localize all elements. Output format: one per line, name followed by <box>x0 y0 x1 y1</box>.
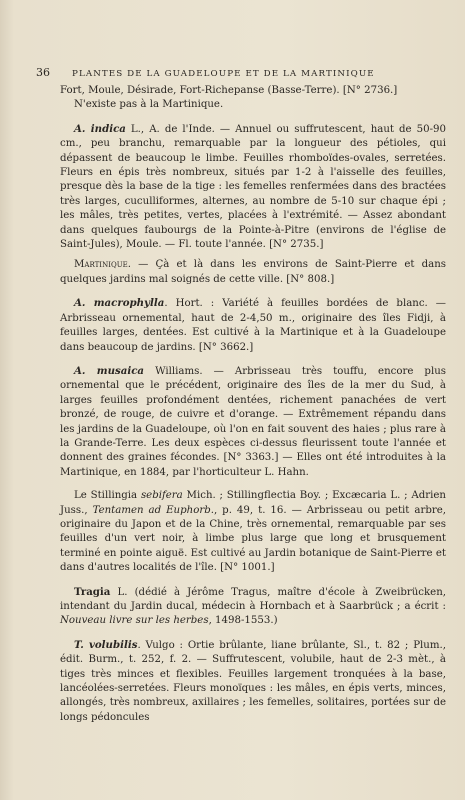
stillingia-d: Tentamen ad Euphorb. <box>92 504 214 516</box>
genus-name: Tragia <box>74 585 111 598</box>
entry-text-end: , 1498-1553.) <box>208 615 278 627</box>
entry-text: L., A. de l'Inde. — Annuel ou suffrutescent, haut de 50-90 cm., peu branchu, remarquable par la longueur des pétioles, qui dépassent de beaucoup le limbe. Feuilles rhomboïdes-ovales, serretées. Fleurs en épis très nombreux, situés par 1-2 à l'aisselle des feuilles, presque dès la base de la tige : les femelles renfermées dans des bractées très larges, cuculliformes, alternes, au nombre de 5-10 sur chaque épi ; les mâles, très petites, vertes, placées à l'extrémité. — Assez abondant dans quelques faubourgs de la Pointe-à-Pitre (environs de l'église de Saint-Jules), Moule. — Fl. toute l'année. [N° 2735.] <box>60 123 446 251</box>
species-name: A. musaica <box>74 364 145 377</box>
entry-text: L. (dédié à Jérôme Tragus, maître d'école à Zweibrücken, intendant du Jardin ducal, médecin à Hornbach et à Saarbrück ; a écrit : <box>60 586 446 612</box>
page-body <box>60 84 446 725</box>
entry-text: . Vulgo : Ortie brûlante, liane brûlante, Sl., t. 82 ; Plum., édit. Burm., t. 252, f. 2. — Suffrutescent, volubile, haut de 2-3 mèt., à tiges très minces et flexibles. Feuilles largement tronquées à la base, lancéolées-serretées. Fleurs monoïques : les mâles, en épis verts, minces, allongés, très nombreux, axillaires ; les femelles, solitaires, portées sur de longs pédoncules <box>60 639 447 723</box>
stillingia-e: , p. 49, t. 16. — Arbrisseau ou petit arbre, originaire du Japon et de la Chine, très ornemental, remarquable par ses feuilles d'un vert noir, à limbe plus large que long et brusquement terminé en pointe aiguë. Est cultivé au Jardin botanique de Saint-Pierre et dans d'autres localités de l'île. [N° 1001.] <box>60 504 446 574</box>
entry-tragia <box>60 585 446 629</box>
entry-martinique <box>60 258 446 287</box>
entry-text: — Çà et là dans les environs de Saint-Pierre et dans quelques jardins mal soignés de cette ville. [N° 808.] <box>60 259 446 285</box>
continuation-note: N'existe pas à la Martinique. <box>74 99 224 111</box>
species-name: A. macrophylla <box>74 297 165 310</box>
entry-stillingia <box>60 489 446 575</box>
stillingia-a: Le Stillingia <box>74 490 141 502</box>
page-header <box>36 66 446 79</box>
entry-text: Williams. — Arbrisseau très touffu, encore plus ornemental que le précédent, originaire des îles de la mer du Sud, à larges feuilles profondément dentées, richement panachées de vert bronzé, de rouge, de cuivre et d'orange. — Extrêmement répandu dans les jardins de la Guadeloupe, où l'on en fait souvent des haies ; plus rare à la Grande-Terre. Les deux espèces ci-dessus fleurissent toute l'année et donnent des graines fécondes. [N° 3363.] — Elles ont été introduites à la Martinique, en 1884, par l'horticulteur L. Hahn. <box>60 365 446 478</box>
entry-text: . Hort. : Variété à feuilles bordées de blanc. — Arbrisseau ornemental, haut de 2-4,50 m., originaire des îles Fidji, à feuilles larges, dentées. Est cultivé à la Martinique et à la Guadeloupe dans beaucoup de jardins. [N° 3662.] <box>60 298 446 353</box>
species-name: A. indica <box>74 122 126 135</box>
stillingia-c: Mich. ; Stillingflectia Boy. ; Excæcaria L. ; Adrien Juss., <box>60 490 446 516</box>
book-title: Nouveau livre sur les herbes <box>60 615 209 627</box>
entry-macrophylla <box>60 296 446 355</box>
entry-indica <box>60 122 446 253</box>
region-label: Martinique. <box>74 259 131 271</box>
entry-musaica <box>60 364 446 480</box>
species-name: T. volubilis <box>74 638 138 651</box>
running-title: PLANTES DE LA GUADELOUPE ET DE LA MARTINIQUE <box>72 69 375 79</box>
entry-volubilis <box>60 638 446 725</box>
page-number: 36 <box>36 66 50 79</box>
stillingia-b: sebifera <box>140 490 183 502</box>
continuation-line: Fort, Moule, Désirade, Fort-Richepanse (Basse-Terre). [N° 2736.] <box>60 85 398 96</box>
